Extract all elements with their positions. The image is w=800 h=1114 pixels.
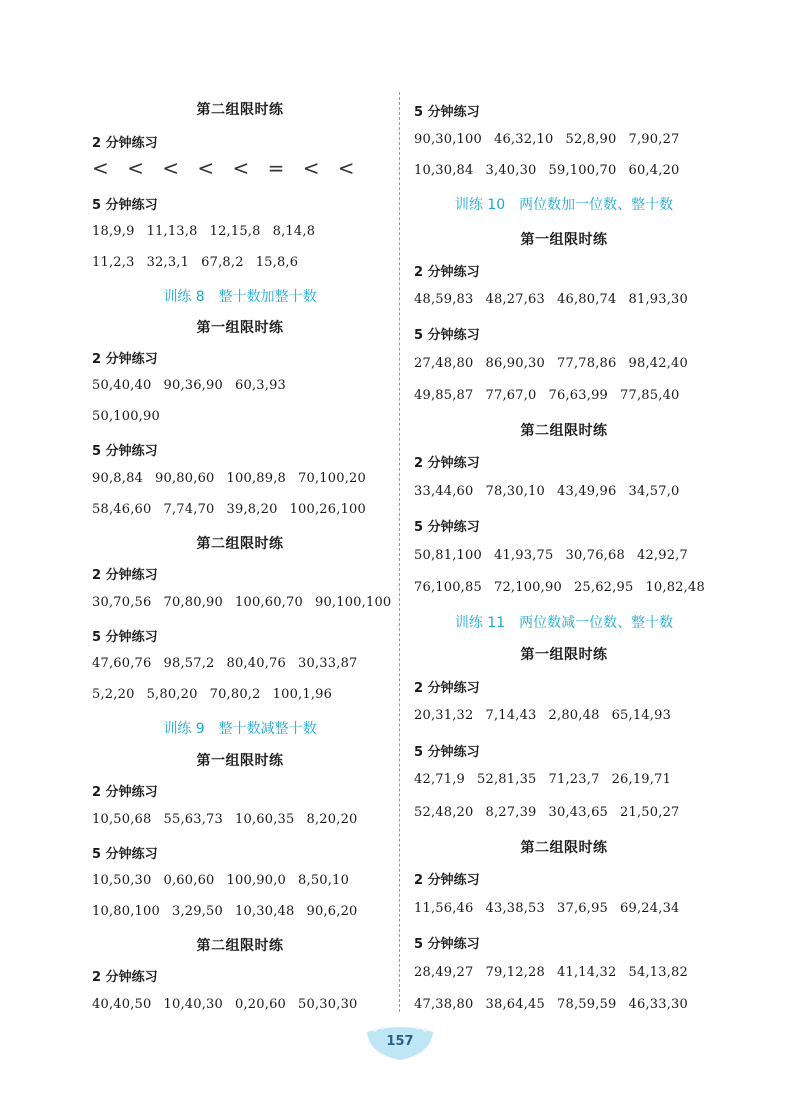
answer-group: 15,8,6 — [255, 255, 299, 270]
answer-group: 11,56,46 — [414, 901, 474, 916]
answer-group: 3,29,50 — [171, 904, 223, 919]
answer-group: 38,64,45 — [485, 997, 545, 1012]
answer-group: 8,20,20 — [306, 812, 358, 827]
two-minute-label: 2 分钟练习 — [414, 681, 480, 696]
answer-group: 41,93,75 — [493, 548, 554, 563]
answer-row — [414, 163, 680, 178]
answer-row — [414, 901, 680, 916]
answer-group: 70,80,90 — [163, 595, 223, 610]
section-title-training-11 — [414, 612, 714, 632]
section-number: 训练 10 — [454, 197, 506, 213]
answer-group: 60,4,20 — [628, 163, 680, 178]
answer-group: 11,2,3 — [92, 255, 135, 270]
answer-group: 32,3,1 — [146, 255, 190, 270]
section-name: 整十数减整十数 — [218, 721, 317, 737]
answer-group: 47,60,76 — [92, 656, 152, 671]
answer-group: 20,31,32 — [414, 708, 474, 723]
two-minute-label: 2 分钟练习 — [92, 568, 158, 583]
answer-group: 46,32,10 — [493, 132, 554, 147]
section-title-training-10 — [414, 194, 714, 214]
answer-group: 10,30,84 — [414, 163, 474, 178]
answer-group: 25,62,95 — [573, 580, 634, 595]
answer-group: 11,13,8 — [146, 224, 198, 239]
answer-row — [414, 132, 680, 147]
answer-group: 76,63,99 — [548, 388, 609, 403]
answer-group: 58,46,60 — [92, 502, 152, 517]
answer-group: 7,74,70 — [163, 502, 215, 517]
answer-group: 10,40,30 — [163, 997, 223, 1012]
answer-group: 78,30,10 — [485, 484, 545, 499]
section-number: 训练 8 — [163, 289, 205, 305]
answer-group: 0,60,60 — [163, 873, 215, 888]
answer-row — [92, 409, 160, 424]
answer-group: 39,8,20 — [226, 502, 278, 517]
answer-group: 90,30,100 — [414, 132, 482, 147]
answer-group: 48,27,63 — [485, 292, 545, 307]
answer-group: 50,100,90 — [92, 409, 160, 424]
answer-group: 90,100,100 — [314, 595, 392, 610]
answer-group: 41,14,32 — [557, 965, 617, 980]
answer-row — [92, 812, 358, 827]
answer-group: 55,63,73 — [163, 812, 223, 827]
section-number: 训练 11 — [454, 615, 506, 631]
five-minute-label: 5 分钟练习 — [414, 520, 480, 535]
answer-group: 30,70,56 — [92, 595, 152, 610]
two-minute-label: 2 分钟练习 — [92, 352, 158, 367]
answer-group: 60,3,93 — [235, 378, 287, 393]
answer-row — [92, 656, 358, 671]
answer-group: 10,82,48 — [645, 580, 705, 595]
answer-group: 90,80,60 — [155, 471, 215, 486]
group-title: 第一组限时练 — [520, 232, 608, 248]
answer-group: 100,26,100 — [289, 502, 366, 517]
answer-group: 28,49,27 — [414, 965, 474, 980]
answer-row — [92, 224, 315, 239]
answer-group: 8,50,10 — [298, 873, 350, 888]
two-minute-label: 2 分钟练习 — [414, 456, 480, 471]
answer-group: 69,24,34 — [620, 901, 680, 916]
answer-group: 65,14,93 — [611, 708, 672, 723]
answer-group: 49,85,87 — [414, 388, 474, 403]
group-title: 第二组限时练 — [196, 536, 284, 552]
answer-row — [92, 502, 366, 517]
answer-row — [414, 388, 680, 403]
section-name: 两位数减一位数、整十数 — [519, 615, 674, 631]
answer-group: 26,19,71 — [611, 772, 672, 787]
answer-group: 33,44,60 — [414, 484, 474, 499]
answer-group: 98,57,2 — [163, 656, 215, 671]
answer-group: 77,78,86 — [557, 356, 617, 371]
two-minute-label: 2 分钟练习 — [414, 873, 480, 888]
section-title-training-8 — [92, 286, 388, 306]
answer-group: 46,80,74 — [557, 292, 617, 307]
answer-group: 42,71,9 — [414, 772, 466, 787]
answer-group: 52,8,90 — [565, 132, 617, 147]
five-minute-label: 5 分钟练习 — [414, 745, 480, 760]
answer-row — [414, 772, 671, 787]
group-title: 第一组限时练 — [520, 647, 608, 663]
answer-group: 10,60,35 — [235, 812, 295, 827]
answer-group: 8,27,39 — [485, 805, 537, 820]
answer-group: 52,81,35 — [477, 772, 537, 787]
answer-group: 50,81,100 — [414, 548, 482, 563]
answer-group: 54,13,82 — [628, 965, 688, 980]
answer-group: 47,38,80 — [414, 997, 474, 1012]
five-minute-label: 5 分钟练习 — [92, 198, 158, 213]
answer-group: 3,40,30 — [485, 163, 537, 178]
answer-group: 5,2,20 — [92, 687, 135, 702]
answer-group: 70,80,2 — [209, 687, 261, 702]
answer-group: 0,20,60 — [235, 997, 287, 1012]
two-minute-label: 2 分钟练习 — [92, 136, 158, 151]
answer-group: 50,40,40 — [92, 378, 152, 393]
five-minute-label: 5 分钟练习 — [92, 444, 158, 459]
answer-group: 79,12,28 — [485, 965, 545, 980]
answer-group: 2,80,48 — [548, 708, 600, 723]
answer-group: 72,100,90 — [493, 580, 562, 595]
answer-group: 100,89,8 — [226, 471, 287, 486]
answer-group: 43,49,96 — [557, 484, 617, 499]
answer-row — [92, 255, 298, 270]
answer-group: 67,8,2 — [201, 255, 244, 270]
answer-group: 30,43,65 — [548, 805, 609, 820]
answer-group: 7,90,27 — [628, 132, 680, 147]
answer-group: 77,67,0 — [485, 388, 537, 403]
answer-group: 34,57,0 — [628, 484, 680, 499]
group-title: 第一组限时练 — [196, 320, 284, 336]
answer-group: 100,90,0 — [226, 873, 287, 888]
answer-group: 100,60,70 — [235, 595, 303, 610]
answer-group: 80,40,76 — [226, 656, 287, 671]
answer-row — [414, 708, 671, 723]
answer-group: 50,30,30 — [298, 997, 358, 1012]
answer-group: 46,33,30 — [628, 997, 688, 1012]
five-minute-label: 5 分钟练习 — [92, 847, 158, 862]
answer-group: 10,50,30 — [92, 873, 152, 888]
section-number: 训练 9 — [163, 721, 205, 737]
group-title: 第二组限时练 — [520, 840, 608, 856]
answer-group: 90,36,90 — [163, 378, 223, 393]
answer-row — [92, 471, 366, 486]
answer-group: 100,1,96 — [272, 687, 333, 702]
group-title: 第二组限时练 — [196, 102, 284, 118]
answer-group: 10,50,68 — [92, 812, 152, 827]
answer-group: 86,90,30 — [485, 356, 545, 371]
answer-row — [414, 580, 705, 595]
answer-group: 70,100,20 — [298, 471, 366, 486]
answer-group: 12,15,8 — [209, 224, 261, 239]
answer-group: 21,50,27 — [620, 805, 680, 820]
group-title: 第二组限时练 — [196, 938, 284, 954]
answer-row — [414, 997, 688, 1012]
section-title-training-9 — [92, 718, 388, 738]
answer-row — [414, 292, 688, 307]
answer-group: 98,42,40 — [628, 356, 688, 371]
section-name: 整十数加整十数 — [218, 289, 317, 305]
answer-group: 59,100,70 — [548, 163, 617, 178]
two-minute-label: 2 分钟练习 — [414, 265, 480, 280]
answer-group: 71,23,7 — [548, 772, 600, 787]
answer-group: 78,59,59 — [557, 997, 617, 1012]
group-title: 第一组限时练 — [196, 753, 284, 769]
answer-row — [414, 805, 680, 820]
answer-group: 7,14,43 — [485, 708, 537, 723]
answer-row — [92, 378, 286, 393]
answer-row — [92, 904, 358, 919]
answer-group: 90,8,84 — [92, 471, 144, 486]
five-minute-label: 5 分钟练习 — [414, 937, 480, 952]
answer-row — [414, 356, 688, 371]
answer-row — [92, 595, 391, 610]
answer-row — [92, 687, 332, 702]
answer-group: 40,40,50 — [92, 997, 152, 1012]
answer-group: 43,38,53 — [485, 901, 545, 916]
answer-group: 90,6,20 — [306, 904, 358, 919]
answer-group: 30,76,68 — [565, 548, 625, 563]
group-title: 第二组限时练 — [520, 423, 608, 439]
answer-group: 18,9,9 — [92, 224, 135, 239]
five-minute-label: 5 分钟练习 — [414, 328, 480, 343]
five-minute-label: 5 分钟练习 — [414, 105, 480, 120]
answer-group: 27,48,80 — [414, 356, 474, 371]
two-minute-label: 2 分钟练习 — [92, 785, 158, 800]
page-number: 157 — [386, 1034, 414, 1049]
answer-group: 10,80,100 — [92, 904, 160, 919]
answer-group: 8,14,8 — [272, 224, 316, 239]
answer-group: 76,100,85 — [414, 580, 482, 595]
comparison-symbols: < < < < < = < < — [92, 156, 355, 180]
answer-group: 5,80,20 — [146, 687, 198, 702]
answer-row — [414, 965, 688, 980]
answer-group: 30,33,87 — [298, 656, 358, 671]
answer-group: 37,6,95 — [557, 901, 609, 916]
five-minute-label: 5 分钟练习 — [92, 630, 158, 645]
answer-row — [92, 873, 349, 888]
answer-row — [414, 484, 680, 499]
answer-group: 52,48,20 — [414, 805, 474, 820]
two-minute-label: 2 分钟练习 — [92, 970, 158, 985]
answer-group: 10,30,48 — [235, 904, 295, 919]
answer-row — [414, 548, 688, 563]
page-number-badge — [365, 1024, 435, 1062]
answer-group: 77,85,40 — [620, 388, 680, 403]
answer-group: 48,59,83 — [414, 292, 474, 307]
answer-group: 81,93,30 — [628, 292, 688, 307]
column-divider — [399, 92, 400, 1012]
section-name: 两位数加一位数、整十数 — [519, 197, 674, 213]
answer-row — [92, 997, 358, 1012]
answer-group: 42,92,7 — [636, 548, 688, 563]
